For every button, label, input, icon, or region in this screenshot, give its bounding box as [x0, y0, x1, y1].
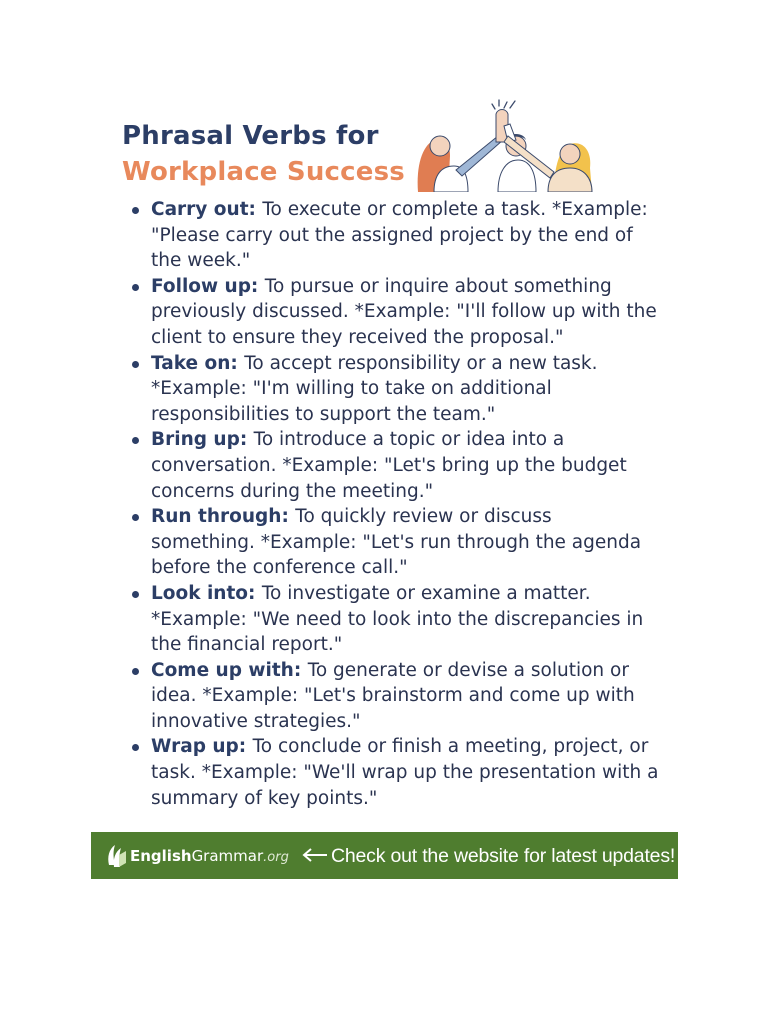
website-banner[interactable]	[91, 832, 678, 879]
verb-term: Bring up:	[151, 429, 254, 451]
verb-term: Carry out:	[151, 199, 263, 220]
list-item	[130, 274, 660, 351]
list-item	[130, 504, 660, 581]
logo-text-bold: English	[130, 847, 192, 865]
list-item	[130, 734, 660, 811]
website-cta-text[interactable]: Check out the website for latest updates!	[331, 845, 676, 867]
bullet-icon	[132, 207, 139, 214]
verb-term: Come up with:	[151, 659, 308, 681]
title-line-1: Phrasal Verbs for	[122, 121, 379, 151]
verb-term: Take on:	[151, 352, 245, 374]
page-title	[122, 118, 422, 190]
bullet-icon	[132, 668, 139, 675]
bullet-icon	[132, 514, 139, 521]
title-line-2: Workplace Success	[122, 157, 405, 187]
verb-description: To quickly review or discuss something. *Example: "Let's run through the agenda before the conference call."	[151, 506, 642, 579]
verb-description: To generate or devise a solution or idea. *Example: "Let's brainstorm and come up with innovative strategies."	[151, 659, 635, 732]
list-item	[130, 658, 660, 735]
verb-term: Look into:	[151, 582, 262, 604]
verb-term: Run through:	[151, 506, 296, 528]
high-five-illustration-icon	[404, 96, 604, 192]
verb-description: To conclude or finish a meeting, project, or task. *Example: "We'll wrap up the presentation with a summary of key points."	[151, 736, 659, 809]
verb-term: Wrap up:	[151, 736, 253, 758]
logo-text-regular: Grammar	[191, 847, 264, 865]
bullet-icon	[132, 591, 139, 598]
bullet-icon	[132, 361, 139, 368]
verb-description: To accept responsibility or a new task. *Example: "I'm willing to take on additional responsibilities to support the team."	[151, 352, 598, 425]
verb-description: To pursue or inquire about something previously discussed. *Example: "I'll follow up with the client to ensure they received the proposal."	[151, 275, 657, 348]
bullet-icon	[132, 744, 139, 751]
englishgrammar-logo[interactable]	[105, 842, 289, 870]
list-item	[130, 427, 660, 504]
book-leaf-logo-icon	[105, 843, 127, 869]
verb-description: To execute or complete a task. *Example: "Please carry out the assigned project by the end of the week."	[151, 199, 648, 272]
verb-term: Follow up:	[151, 275, 265, 297]
bullet-icon	[132, 437, 139, 444]
logo-text	[130, 847, 289, 865]
list-item	[130, 197, 660, 274]
bullet-icon	[132, 284, 139, 291]
verb-description: To introduce a topic or idea into a conversation. *Example: "Let's bring up the budget concerns during the meeting."	[151, 429, 627, 502]
list-item	[130, 581, 660, 658]
logo-text-suffix: .org	[263, 850, 289, 865]
verb-description: To investigate or examine a matter. *Example: "We need to look into the discrepancies in the financial report."	[151, 582, 644, 656]
phrasal-verb-list	[130, 197, 660, 811]
list-item	[130, 351, 660, 428]
